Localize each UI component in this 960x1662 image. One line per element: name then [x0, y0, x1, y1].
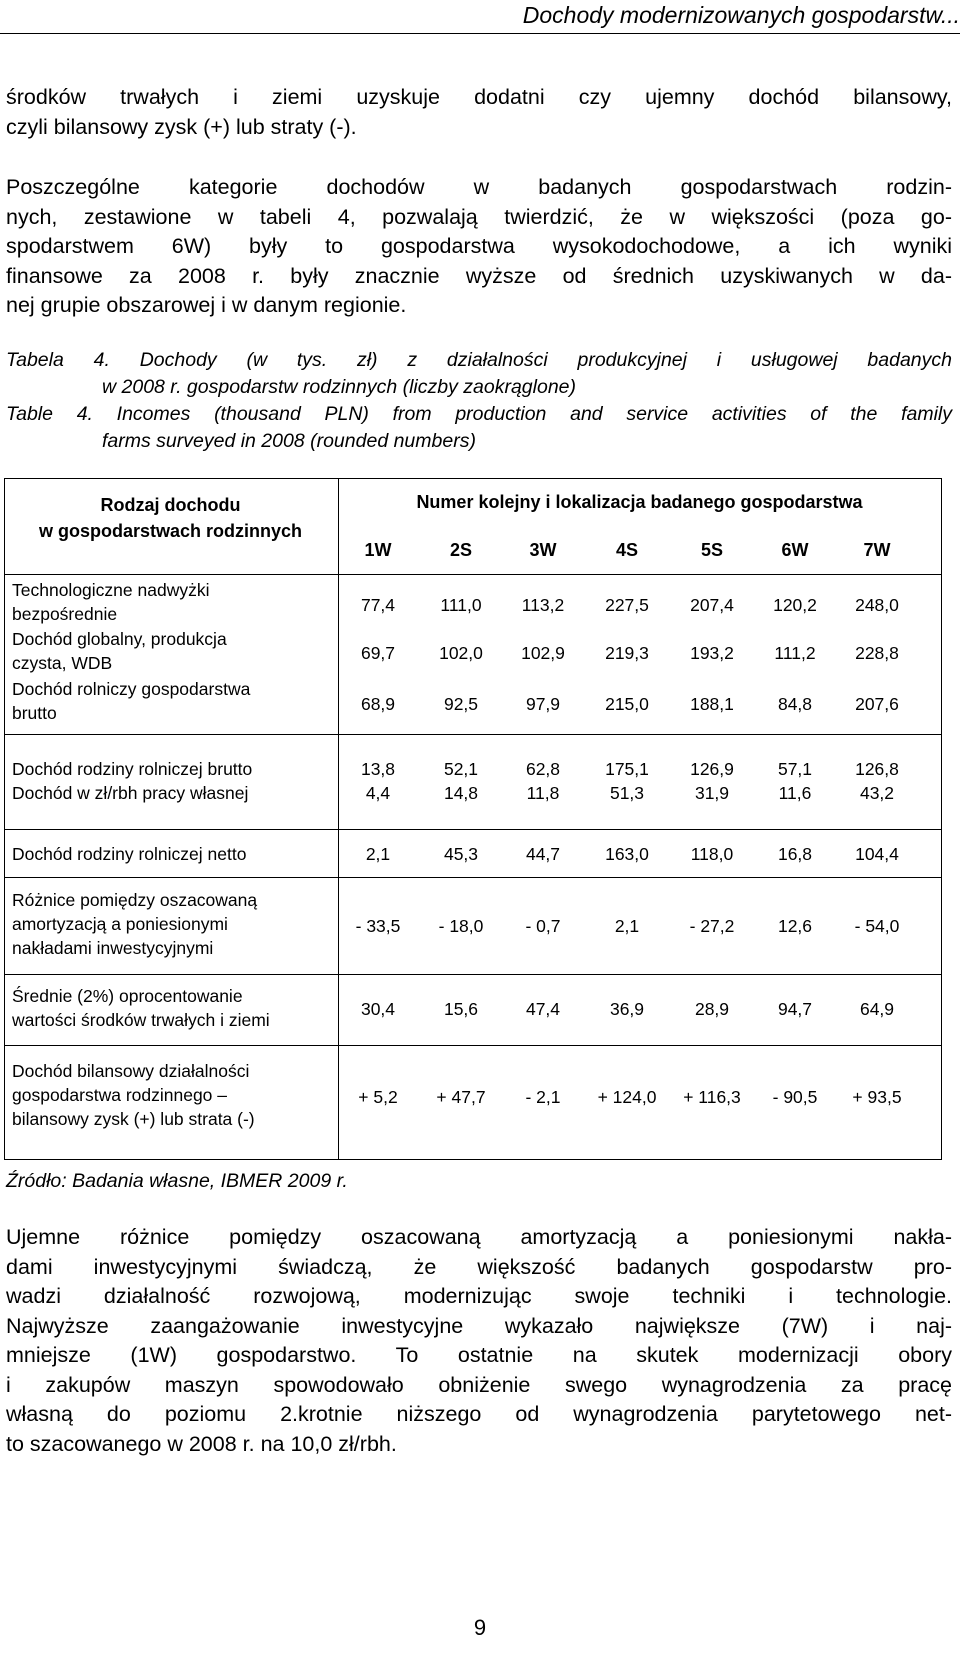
- table-cell: + 93,5: [852, 1087, 902, 1107]
- table-cell: 52,1: [443, 759, 479, 779]
- paragraph-3: [6, 1223, 952, 1459]
- row-label-gross-farm-income: [12, 677, 250, 725]
- table-cell: + 5,2: [358, 1087, 398, 1107]
- table-cell: 97,9: [525, 694, 561, 714]
- table-cell: 118,0: [690, 844, 734, 864]
- table-cell: 126,8: [855, 759, 899, 779]
- paragraph-line: Poszczególne kategorie dochodów w badanych gospodarstwach rodzin-: [6, 175, 952, 199]
- row-label-depreciation-difference: [12, 888, 257, 960]
- table-cell: 13,8: [360, 759, 396, 779]
- row-label-line: bilansowy zysk (+) lub strata (-): [12, 1109, 255, 1129]
- paragraph-line: to szacowanego w 2008 r. na 10,0 zł/rbh.: [6, 1431, 397, 1456]
- paragraph-line: dami inwestycyjnymi świadczą, że większość badanych gospodarstw pro-: [6, 1254, 952, 1279]
- table-cell: 188,1: [690, 694, 734, 714]
- paragraph-line: finansowe za 2008 r. były znacznie wyższe od średnich uzyskiwanych w da-: [6, 263, 952, 288]
- table-cell: 11,6: [778, 783, 812, 803]
- table-cell: 193,2: [690, 643, 734, 663]
- paragraph-line: nej grupie obszarowej i w danym regionie.: [6, 293, 407, 317]
- table-cell: 36,9: [609, 999, 645, 1019]
- table-cell: - 27,2: [689, 916, 735, 936]
- table-header-left: [4, 492, 337, 544]
- column-header-5s: 5S: [700, 540, 724, 560]
- row-label-line: Dochód globalny, produkcja: [12, 629, 227, 649]
- caption-en-line-1: Table 4. Incomes (thousand PLN) from production and service activities of the family: [6, 403, 952, 425]
- paragraph-2: [6, 173, 952, 321]
- table-column-divider: [338, 478, 339, 1160]
- table-cell: 120,2: [773, 595, 817, 615]
- paragraph-line: wadzi działalność rozwojową, modernizując swoje techniki i technologie.: [6, 1284, 952, 1308]
- table-cell: 102,0: [439, 643, 483, 663]
- table-cell: - 18,0: [438, 916, 484, 936]
- row-label-line: amortyzacją a poniesionymi: [12, 914, 228, 934]
- table-cell: 12,6: [777, 916, 813, 936]
- column-header-7w: 7W: [863, 540, 891, 560]
- table-cell: 14,8: [443, 783, 479, 803]
- table-cell: 92,5: [443, 694, 479, 714]
- table-cell: 175,1: [605, 759, 649, 779]
- table-cell: + 124,0: [597, 1087, 657, 1107]
- table-cell: 207,6: [855, 694, 899, 714]
- paragraph-line: środków trwałych i ziemi uzyskuje dodatni czy ujemny dochód bilansowy,: [6, 85, 952, 109]
- row-label-global-income: [12, 627, 227, 675]
- table-cell: 45,3: [443, 844, 479, 864]
- table-cell: + 116,3: [683, 1087, 741, 1107]
- caption-en-line-2: farms surveyed in 2008 (rounded numbers): [102, 430, 476, 452]
- running-header-title: Dochody modernizowanych gospodarstw...: [522, 2, 960, 28]
- table-cell: 219,3: [605, 643, 649, 663]
- table-cell: 111,2: [774, 643, 816, 663]
- row-label-line: nakładami inwestycyjnymi: [12, 938, 214, 958]
- paragraph-line: i zakupów maszyn spowodowało obniżenie swego wynagrodzenia za pracę: [6, 1372, 952, 1397]
- page-number: 9: [473, 1615, 487, 1640]
- paragraph-line: spodarstwem 6W) były to gospodarstwa wysokodochodowe, a ich wyniki: [6, 234, 952, 258]
- table-cell: 2,1: [614, 916, 640, 936]
- row-label-line: gospodarstwa rodzinnego –: [12, 1085, 228, 1105]
- table-cell: 84,8: [777, 694, 813, 714]
- row-label-interest: [12, 984, 270, 1032]
- table-cell: 11,8: [526, 783, 560, 803]
- paragraph-line: nych, zestawione w tabeli 4, pozwalają twierdzić, że w większości (poza go-: [6, 204, 952, 229]
- row-label-line: Różnice pomiędzy oszacowaną: [12, 890, 258, 910]
- column-header-3w: 3W: [529, 540, 557, 560]
- header-left-line-1: Rodzaj dochodu: [100, 495, 241, 515]
- table-cell: + 47,7: [436, 1087, 486, 1107]
- table-cell: - 0,7: [525, 916, 561, 936]
- table-rule: [4, 1045, 942, 1046]
- table-cell: 69,7: [360, 643, 396, 663]
- table-cell: 47,4: [525, 999, 561, 1019]
- table-cell: 248,0: [855, 595, 899, 615]
- table-cell: 228,8: [855, 643, 899, 663]
- column-header-1w: 1W: [364, 540, 392, 560]
- table-cell: 215,0: [605, 694, 649, 714]
- table-cell: 163,0: [605, 844, 649, 864]
- caption-pl-line-2: w 2008 r. gospodarstw rodzinnych (liczby zaokrąglone): [102, 376, 577, 398]
- row-label-technological-surplus: [12, 578, 209, 626]
- table-cell: 62,8: [525, 759, 561, 779]
- caption-pl-line-1: Tabela 4. Dochody (w tys. zł) z działalności produkcyjnej i usługowej badanych: [6, 349, 952, 371]
- row-label-gross-family-income: Dochód rodziny rolniczej brutto: [12, 759, 253, 779]
- table-cell: 207,4: [690, 595, 734, 615]
- paragraph-line: Ujemne różnice pomiędzy oszacowaną amortyzacją a poniesionymi nakła-: [6, 1225, 952, 1249]
- table-cell: 51,3: [609, 783, 645, 803]
- table-cell: 16,8: [777, 844, 813, 864]
- table-cell: 113,2: [521, 595, 565, 615]
- table-cell: 94,7: [777, 999, 813, 1019]
- row-label-line: Średnie (2%) oprocentowanie: [12, 986, 243, 1006]
- table-cell: 68,9: [360, 694, 396, 714]
- table-cell: 227,5: [605, 595, 649, 615]
- table-cell: 102,9: [521, 643, 565, 663]
- table-cell: 77,4: [360, 595, 396, 615]
- paragraph-1: [6, 83, 952, 142]
- row-label-line: brutto: [12, 703, 57, 723]
- paragraph-line: Najwyższe zaangażowanie inwestycyjne wykazało największe (7W) i naj-: [6, 1313, 952, 1338]
- row-label-income-per-hour: Dochód w zł/rbh pracy własnej: [12, 783, 249, 803]
- table-caption: [6, 347, 952, 455]
- table-header-right: Numer kolejny i lokalizacja badanego gospodarstwa: [416, 492, 863, 512]
- table-cell: 64,9: [859, 999, 895, 1019]
- row-label-line: czysta, WDB: [12, 653, 113, 673]
- table-rule: [4, 574, 942, 575]
- table-cell: 30,4: [360, 999, 396, 1019]
- row-label-line: Technologiczne nadwyżki: [12, 580, 210, 600]
- table-rule: [4, 974, 942, 975]
- row-label-balance-income: [12, 1059, 255, 1131]
- table-cell: 111,0: [440, 595, 482, 615]
- header-rule: [0, 33, 960, 34]
- column-header-4s: 4S: [615, 540, 639, 560]
- table-cell: 4,4: [365, 783, 391, 803]
- column-header-2s: 2S: [449, 540, 473, 560]
- row-label-net-family-income: Dochód rodziny rolniczej netto: [12, 844, 247, 864]
- table-cell: 57,1: [777, 759, 813, 779]
- paragraph-line: mniejsze (1W) gospodarstwo. To ostatnie na skutek modernizacji obory: [6, 1343, 952, 1367]
- table-source-note: Źródło: Badania własne, IBMER 2009 r.: [6, 1170, 348, 1192]
- paragraph-line: własną do poziomu 2.krotnie niższego od wynagrodzenia parytetowego net-: [6, 1402, 952, 1426]
- table-cell: - 54,0: [854, 916, 900, 936]
- table-cell: 104,4: [855, 844, 899, 864]
- table-cell: 44,7: [525, 844, 561, 864]
- table-cell: 126,9: [690, 759, 734, 779]
- paragraph-line: czyli bilansowy zysk (+) lub straty (-).: [6, 114, 357, 139]
- table-cell: - 33,5: [355, 916, 401, 936]
- table-rule: [4, 734, 942, 735]
- row-label-line: Dochód rolniczy gospodarstwa: [12, 679, 251, 699]
- table-cell: - 90,5: [772, 1087, 818, 1107]
- table-cell: 43,2: [859, 783, 895, 803]
- table-cell: - 2,1: [525, 1087, 561, 1107]
- header-left-line-2: w gospodarstwach rodzinnych: [38, 521, 303, 541]
- row-label-line: bezpośrednie: [12, 604, 118, 624]
- table-rule: [4, 877, 942, 878]
- table-cell: 31,9: [694, 783, 730, 803]
- table-rule: [4, 829, 942, 830]
- row-label-line: wartości środków trwałych i ziemi: [12, 1010, 270, 1030]
- row-label-line: Dochód bilansowy działalności: [12, 1061, 250, 1081]
- table-cell: 28,9: [694, 999, 730, 1019]
- column-header-6w: 6W: [781, 540, 809, 560]
- running-header: [0, 0, 960, 36]
- table-cell: 2,1: [365, 844, 391, 864]
- table-cell: 15,6: [443, 999, 479, 1019]
